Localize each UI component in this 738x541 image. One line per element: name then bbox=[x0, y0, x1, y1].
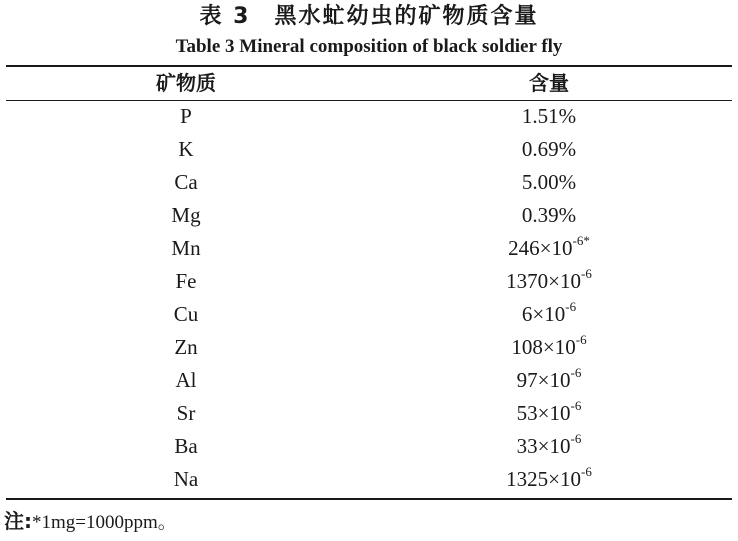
mineral-cell: K bbox=[178, 137, 194, 161]
mineral-cell: Sr bbox=[176, 401, 196, 425]
content-cell bbox=[366, 298, 732, 331]
table-row bbox=[6, 463, 732, 496]
content-base: 1325×10 bbox=[506, 467, 581, 491]
content-cell bbox=[366, 331, 732, 364]
mineral-cell: Mn bbox=[171, 236, 201, 260]
table-row bbox=[6, 166, 732, 199]
content-base: 108×10 bbox=[511, 335, 576, 359]
content-exponent: -6 bbox=[570, 398, 582, 413]
content-exponent: -6 bbox=[570, 431, 582, 446]
content-cell bbox=[366, 199, 732, 232]
content-base: 97×10 bbox=[516, 368, 571, 392]
mineral-cell: Zn bbox=[174, 335, 198, 359]
header-content: 含量 bbox=[529, 71, 569, 95]
content-cell bbox=[366, 430, 732, 463]
content-base: 1370×10 bbox=[506, 269, 581, 293]
mineral-cell: P bbox=[180, 104, 192, 128]
mineral-cell: Mg bbox=[171, 203, 201, 227]
content-exponent: -6 bbox=[565, 299, 577, 314]
content-cell bbox=[366, 397, 732, 430]
table-row bbox=[6, 100, 732, 133]
table-row bbox=[6, 430, 732, 463]
table-row bbox=[6, 364, 732, 397]
content-exponent: -6 bbox=[575, 332, 587, 347]
content-exponent: -6 bbox=[581, 464, 592, 479]
table-footnote bbox=[4, 507, 177, 537]
mineral-cell: Ba bbox=[174, 434, 198, 458]
table-body bbox=[6, 100, 732, 496]
table-row bbox=[6, 331, 732, 364]
table-title-chinese: 表 3 黑水虻幼虫的矿物质含量 bbox=[199, 4, 539, 29]
table-header-row bbox=[6, 67, 732, 100]
table-row bbox=[6, 265, 732, 298]
content-exponent: -6 bbox=[581, 266, 592, 281]
footnote-text: *1mg=1000ppm。 bbox=[32, 512, 177, 533]
content-base: 53×10 bbox=[516, 401, 571, 425]
header-mineral: 矿物质 bbox=[156, 71, 216, 95]
content-base: 246×10 bbox=[508, 236, 573, 260]
content-cell bbox=[366, 232, 732, 265]
content-cell bbox=[366, 364, 732, 397]
mineral-cell: Cu bbox=[173, 302, 199, 326]
content-exponent: -6 bbox=[572, 233, 584, 248]
mineral-cell: Al bbox=[175, 368, 197, 392]
table-row bbox=[6, 199, 732, 232]
content-exponent: -6 bbox=[570, 365, 582, 380]
content-cell bbox=[366, 166, 732, 199]
content-cell bbox=[366, 100, 732, 133]
content-base: 33×10 bbox=[516, 434, 571, 458]
table-row bbox=[6, 397, 732, 430]
content-value: 1.51% bbox=[521, 104, 577, 128]
table-title-english: Table 3 Mineral composition of black soldier fly bbox=[175, 36, 563, 57]
table-row bbox=[6, 298, 732, 331]
table-row bbox=[6, 133, 732, 166]
content-cell bbox=[366, 463, 732, 496]
table-row bbox=[6, 232, 732, 265]
mineral-cell: Ca bbox=[174, 170, 198, 194]
content-cell bbox=[366, 133, 732, 166]
content-value: 0.69% bbox=[521, 137, 577, 161]
content-cell bbox=[366, 265, 732, 298]
content-base: 6×10 bbox=[521, 302, 566, 326]
content-value: 0.39% bbox=[521, 203, 577, 227]
footnote-label: 注: bbox=[4, 509, 32, 533]
mineral-cell: Fe bbox=[175, 269, 197, 293]
mineral-cell: Na bbox=[173, 467, 199, 491]
table-bottom-rule bbox=[6, 498, 732, 500]
content-value: 5.00% bbox=[521, 170, 577, 194]
content-footnote-mark: * bbox=[583, 233, 590, 248]
